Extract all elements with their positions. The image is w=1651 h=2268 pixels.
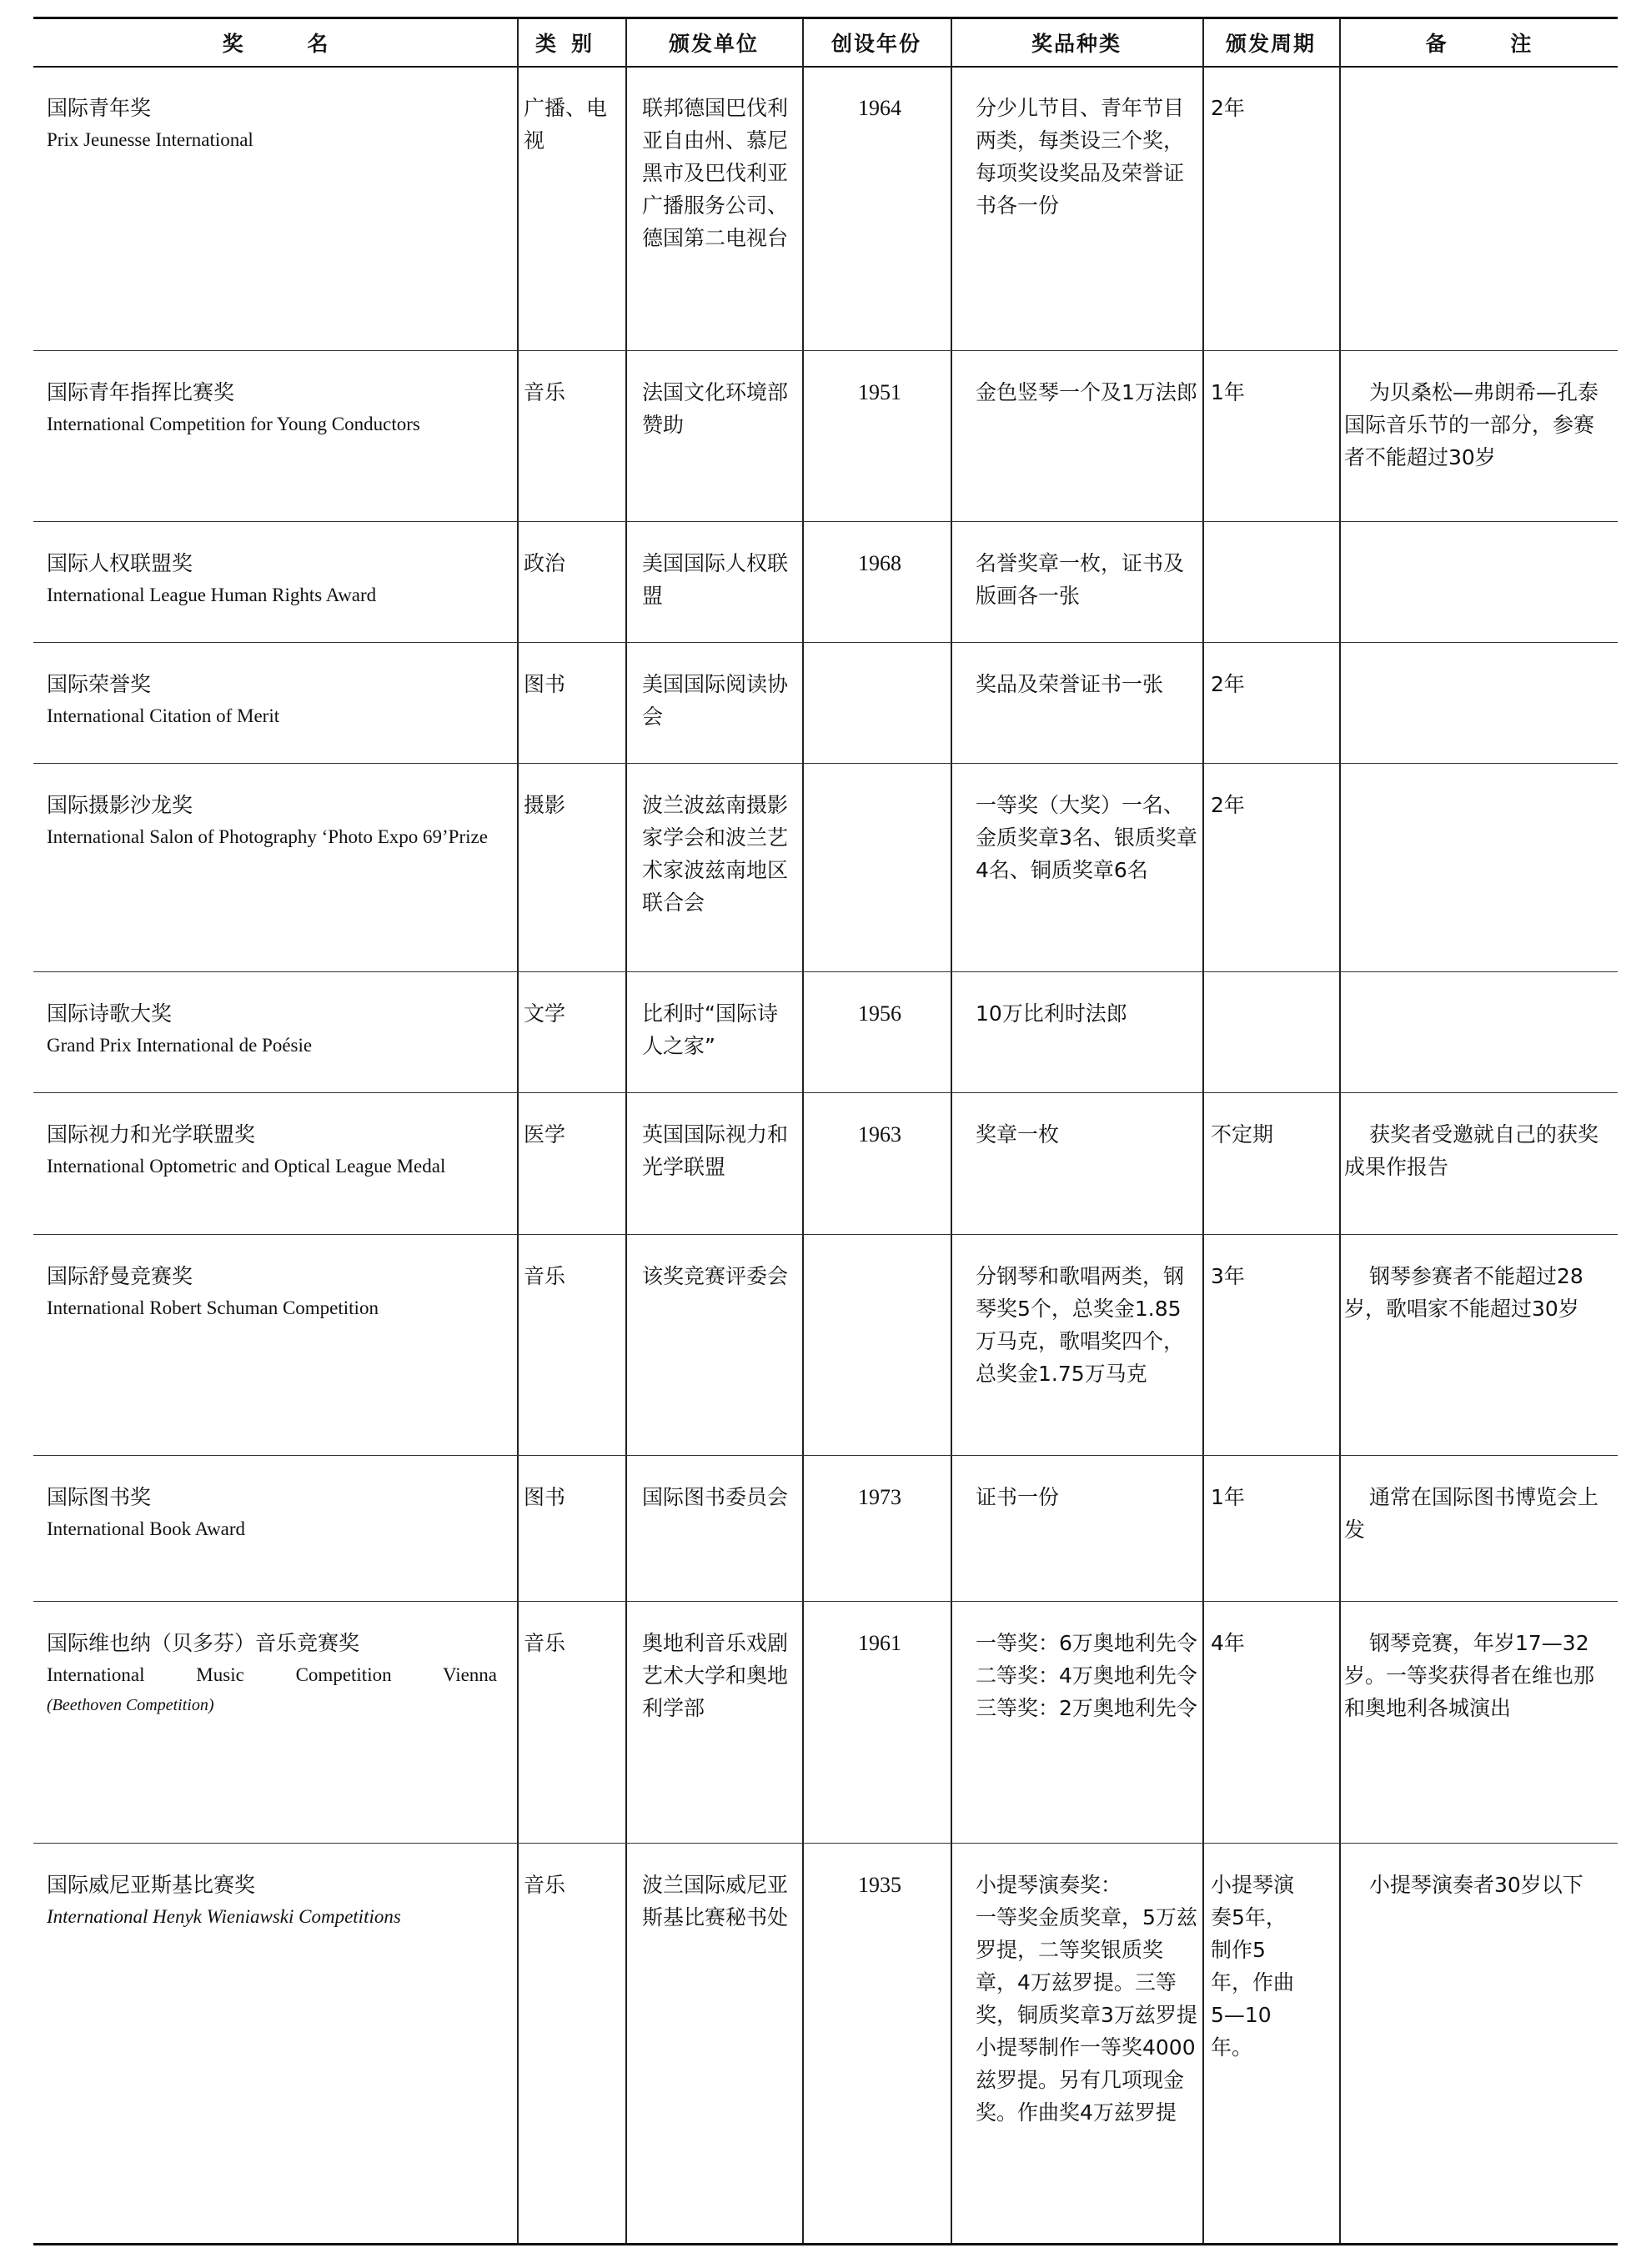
prize-cell: 分少儿节目、青年节目两类，每类设三个奖，每项奖设奖品及荣誉证书各一份 (976, 96, 1185, 218)
category-cell: 音乐 (524, 380, 566, 404)
issuer-cell: 法国文化环境部赞助 (642, 380, 789, 437)
table-header (33, 19, 1618, 68)
table-row (33, 1843, 1618, 2244)
prize-cell: 名誉奖章一枚，证书及版画各一张 (976, 551, 1185, 608)
award-name-en: International Music Competition Vienna (47, 1664, 497, 1685)
award-name-en: International Citation of Merit (47, 705, 280, 726)
award-name-en: International Competition for Young Conductors (47, 414, 420, 434)
award-name-cell (47, 1118, 514, 1182)
cycle-cell: 2年 (1211, 672, 1245, 696)
table-row (33, 1234, 1618, 1456)
issuer-cell: 奥地利音乐戏剧艺术大学和奥地利学部 (642, 1631, 789, 1720)
year-cell: 1964 (858, 96, 901, 120)
issuer-cell: 联邦德国巴伐利亚自由州、慕尼黑市及巴伐利亚广播服务公司、德国第二电视台 (642, 96, 789, 250)
notes-cell: 钢琴参赛者不能超过28岁，歌唱家不能超过30岁 (1344, 1264, 1583, 1321)
prize-cell: 10万比利时法郎 (976, 1001, 1127, 1026)
award-name-cell (47, 1481, 514, 1544)
award-name-zh: 国际青年指挥比赛奖 (47, 380, 235, 404)
header-issuer: 颁发单位 (668, 32, 759, 56)
award-name-en-subtitle: (Beethoven Competition) (47, 1696, 214, 1714)
year-cell: 1961 (858, 1631, 901, 1655)
category-cell: 广播、电视 (524, 96, 608, 153)
award-name-zh: 国际视力和光学联盟奖 (47, 1122, 256, 1147)
award-name-en: International League Human Rights Award (47, 585, 377, 605)
year-cell: 1956 (858, 1001, 901, 1026)
award-name-cell (47, 376, 514, 439)
award-name-en: International Robert Schuman Competition (47, 1297, 379, 1318)
award-name-en: Grand Prix International de Poésie (47, 1035, 313, 1056)
cycle-cell: 1年 (1211, 1485, 1245, 1509)
table-row (33, 1455, 1618, 1602)
award-name-zh: 国际荣誉奖 (47, 672, 152, 696)
issuer-cell: 美国国际阅读协会 (642, 672, 789, 729)
year-cell: 1973 (858, 1485, 901, 1509)
table-bottom-rule (33, 2243, 1618, 2245)
table-row (33, 350, 1618, 522)
notes-cell: 钢琴竞赛，年岁17—32岁。一等奖获得者在维也那和奥地利各城演出 (1344, 1631, 1595, 1720)
award-name-zh: 国际威尼亚斯基比赛奖 (47, 1873, 256, 1897)
prize-line: 小提琴制作一等奖4000兹罗提。另有几项现金奖。作曲奖4万兹罗提 (976, 2035, 1196, 2125)
award-name-cell (47, 547, 514, 610)
award-name-cell (47, 1260, 514, 1323)
cycle-cell: 小提琴演奏5年，制作5年，作曲5—10年。 (1211, 1873, 1295, 2060)
cycle-cell: 2年 (1211, 96, 1245, 120)
table-row (33, 971, 1618, 1093)
category-cell: 政治 (524, 551, 566, 575)
table-row (33, 763, 1618, 972)
award-name-cell (47, 92, 514, 155)
award-name-zh: 国际舒曼竞赛奖 (47, 1264, 193, 1288)
header-cycle: 颁发周期 (1225, 32, 1316, 56)
prize-cell: 奖章一枚 (976, 1122, 1060, 1147)
prize-cell: 证书一份 (976, 1485, 1060, 1509)
prize-cell (976, 1627, 1201, 1724)
issuer-cell: 美国国际人权联盟 (642, 551, 789, 608)
award-name-en: International Optometric and Optical League Medal (47, 1156, 446, 1177)
cycle-cell: 4年 (1211, 1631, 1245, 1655)
table-row (33, 67, 1618, 350)
award-name-en: International Salon of Photography ‘Photo Expo 69’Prize (47, 826, 488, 847)
category-cell: 音乐 (524, 1873, 566, 1897)
prize-cell: 奖品及荣誉证书一张 (976, 672, 1164, 696)
year-cell: 1968 (858, 551, 901, 575)
cycle-cell: 2年 (1211, 793, 1245, 817)
prize-cell (976, 1869, 1201, 2129)
notes-cell: 通常在国际图书博览会上发 (1344, 1485, 1599, 1542)
award-name-zh: 国际人权联盟奖 (47, 551, 193, 575)
award-name-cell (47, 668, 514, 731)
table-row (33, 1601, 1618, 1844)
award-name-cell (47, 789, 514, 852)
award-name-zh: 国际青年奖 (47, 96, 152, 120)
issuer-cell: 波兰国际威尼亚斯基比赛秘书处 (642, 1873, 789, 1929)
prize-line: 三等奖：2万奥地利先令 (976, 1696, 1197, 1720)
table-row (33, 642, 1618, 764)
prize-cell: 一等奖（大奖）一名、金质奖章3名、银质奖章4名、铜质奖章6名 (976, 793, 1197, 882)
issuer-cell: 波兰波兹南摄影家学会和波兰艺术家波兹南地区联合会 (642, 793, 789, 915)
notes-cell: 为贝桑松—弗朗希—孔泰国际音乐节的一部分，参赛者不能超过30岁 (1344, 380, 1599, 469)
issuer-cell: 国际图书委员会 (642, 1485, 789, 1509)
award-name-cell (47, 1869, 514, 1932)
cycle-cell: 不定期 (1211, 1122, 1274, 1147)
category-cell: 文学 (524, 1001, 566, 1026)
prize-line: 一等奖金质奖章，5万兹罗提，二等奖银质奖章，4万兹罗提。三等奖，铜质奖章3万兹罗提 (976, 1905, 1197, 2027)
award-name-zh: 国际图书奖 (47, 1485, 152, 1509)
category-cell: 医学 (524, 1122, 566, 1147)
category-cell: 图书 (524, 672, 566, 696)
award-name-zh: 国际摄影沙龙奖 (47, 793, 193, 817)
award-name-en: Prix Jeunesse International (47, 129, 253, 150)
award-name-cell (47, 997, 514, 1061)
notes-cell: 获奖者受邀就自己的获奖成果作报告 (1344, 1122, 1599, 1179)
year-cell: 1951 (858, 380, 901, 404)
year-cell: 1963 (858, 1122, 901, 1147)
cycle-cell: 1年 (1211, 380, 1245, 404)
header-founded: 创设年份 (831, 32, 921, 56)
prize-line: 二等奖：4万奥地利先令 (976, 1663, 1197, 1688)
award-name-zh: 国际诗歌大奖 (47, 1001, 173, 1026)
cycle-cell: 3年 (1211, 1264, 1245, 1288)
prize-line: 小提琴演奏奖： (976, 1873, 1122, 1897)
header-category: 类别 (534, 32, 607, 56)
year-cell: 1935 (858, 1873, 901, 1897)
category-cell: 图书 (524, 1485, 566, 1509)
award-name-zh: 国际维也纳（贝多芬）音乐竞赛奖 (47, 1631, 360, 1655)
header-notes: 备 注 (1425, 32, 1560, 56)
table-row (33, 521, 1618, 643)
header-prize-type: 奖品种类 (1031, 32, 1122, 56)
category-cell: 音乐 (524, 1631, 566, 1655)
notes-cell: 小提琴演奏者30岁以下 (1369, 1873, 1583, 1897)
issuer-cell: 比利时“国际诗人之家” (642, 1001, 778, 1058)
issuer-cell: 该奖竞赛评委会 (642, 1264, 789, 1288)
issuer-cell: 英国国际视力和光学联盟 (642, 1122, 789, 1179)
award-name-en: International Henyk Wieniawski Competitions (47, 1906, 401, 1927)
category-cell: 音乐 (524, 1264, 566, 1288)
table-row (33, 1092, 1618, 1235)
category-cell: 摄影 (524, 793, 566, 817)
prize-cell: 金色竖琴一个及1万法郎 (976, 380, 1197, 404)
prize-cell: 分钢琴和歌唱两类，钢琴奖5个，总奖金1.85万马克，歌唱奖四个，总奖金1.75万马克 (976, 1264, 1185, 1386)
award-name-en: International Book Award (47, 1518, 246, 1539)
award-name-cell (47, 1627, 514, 1721)
prize-line: 一等奖：6万奥地利先令 (976, 1631, 1197, 1655)
header-name: 奖 名 (222, 32, 357, 56)
